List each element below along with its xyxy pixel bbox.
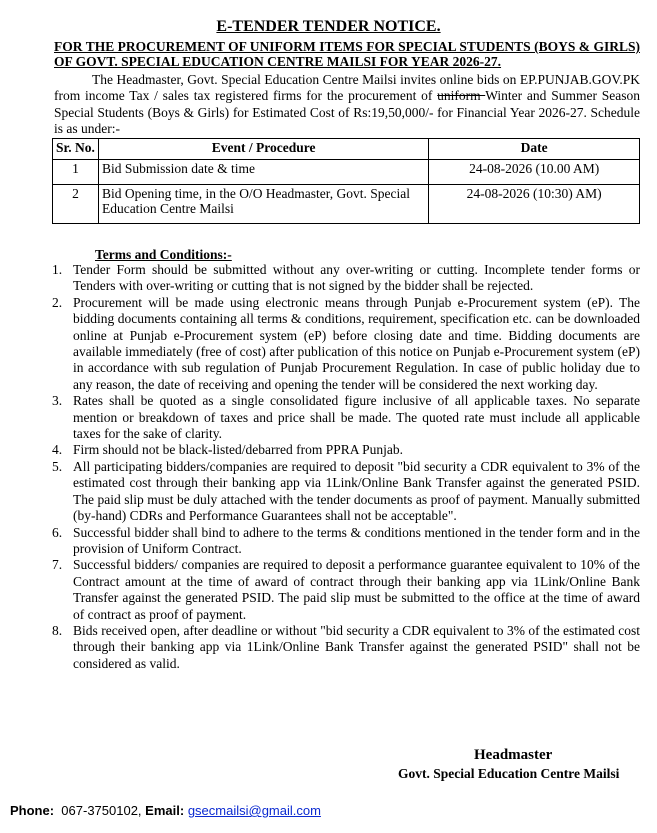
intro-part2: Winter and Summer Season Special Students (Boys & Girls) for Estimated Cost of Rs:19,50,000/- for Financial Year 2026-27. Schedule is as under:- [54,88,640,136]
signature-title: Headmaster [474,747,553,763]
list-item [0,623,640,672]
row-date: 24-08-2026 (10:30) AM) [429,185,640,224]
term-text: Rates shall be quoted as a single consolidated figure inclusive of all applicable taxes. No separate mention or breakdown of taxes and price shall be made. The quoted rate must include all applicable taxes for the sake of clarity. [73,393,640,442]
list-item [0,442,640,458]
term-number: 8. [52,622,63,638]
term-number: 2. [52,294,63,310]
term-text: Firm should not be black-listed/debarred from PPRA Punjab. [73,442,403,458]
row-sr: 2 [53,185,99,224]
term-text: Successful bidder shall bind to adhere to the terms & conditions mentioned in the tender form and in the provision of Uniform Contract. [73,524,640,556]
term-number: 1. [52,262,63,277]
schedule-table [52,138,640,224]
table-row [53,185,640,224]
row-event: Bid Opening time, in the O/O Headmaster, Govt. Special Education Centre Mailsi [98,185,428,224]
header-date: Date [429,139,640,160]
notice-title: E-TENDER TENDER NOTICE. [216,18,441,35]
list-item [0,262,640,295]
list-item [0,459,640,525]
term-number: 4. [52,442,63,458]
header-sr-no: Sr. No. [53,139,99,160]
table-row [53,160,640,185]
row-event: Bid Submission date & time [98,160,428,185]
row-sr: 1 [53,160,99,185]
schedule-header-row [53,139,640,160]
intro-struck-word: uniform [437,88,486,104]
term-number: 6. [52,524,63,540]
terms-list [0,262,640,672]
term-number: 7. [52,557,63,573]
phone-label: Phone: [10,803,55,818]
header-event: Event / Procedure [98,139,428,160]
intro-part1: The Headmaster, Govt. Special Education Centre Mailsi invites online bids on EP.PUNJAB.GOV.PK from income Tax / sales tax registered firms for the procurement of [54,72,640,104]
term-text: All participating bidders/companies are required to deposit "bid security a CDR equivalent to 3% of the estimated cost through their banking app via 1Link/Online Bank Transfer against the generated PSID. The paid slip must be duly attached with the tender documents as proof of payment. Manually submitted (by-hand) CDRs and Performance Guarantees shall not be acceptable". [73,458,640,524]
phone-number: 067-3750102, [61,803,142,818]
term-number: 3. [52,393,63,409]
list-item [0,525,640,558]
email-label: Email: [145,803,185,818]
list-item [0,393,640,442]
row-date: 24-08-2026 (10.00 AM) [429,160,640,185]
email-link[interactable]: gsecmailsi@gmail.com [187,803,321,818]
list-item [0,295,640,393]
term-text: Bids received open, after deadline or without "bid security a CDR equivalent to 3% of the estimated cost through their banking app via 1Link/Online Bank Transfer against the generated PSID" shall not be considered as valid. [73,622,640,671]
signature-office: Govt. Special Education Centre Mailsi [398,766,620,781]
term-text: Successful bidders/ companies are required to deposit a performance guarantee equivalent to 10% of the Contract amount at the time of award of contract through their banking app via 1Link/Online Bank Transfer against the generated PSID. The paid slip must be submitted to the office at the time of award of contract as proof of payment. [73,557,640,622]
term-text: Tender Form should be submitted without any over-writing or cutting. Incomplete tender forms or Tenders with over-writing or cutting that is not signed by the bidder shall be rejected. [73,262,640,294]
terms-heading: Terms and Conditions:- [95,247,232,262]
term-text: Procurement will be made using electronic means through Punjab e-Procurement system (eP). The bidding documents containing all terms & conditions, requirement, specification etc. can be downloaded online at Punjab e-Procurement system (eP) before closing date and time. Bidding documents are available immediately (free of cost) after publication of this notice on Punjab e-Procurement system (eP) in accordance with sub regulation of Punjab Procurement Regulation. In case of public holiday due to any reason, the date of receiving and opening the tender will be considered the next working day. [73,294,640,392]
term-number: 5. [52,458,63,474]
contact-footer [10,803,321,818]
intro-paragraph [54,72,640,137]
notice-subtitle: FOR THE PROCUREMENT OF UNIFORM ITEMS FOR SPECIAL STUDENTS (BOYS & GIRLS) OF GOVT. SPECIAL EDUCATION CENTRE MAILSI FOR YEAR 2026-27. [54,39,640,69]
list-item [0,557,640,623]
